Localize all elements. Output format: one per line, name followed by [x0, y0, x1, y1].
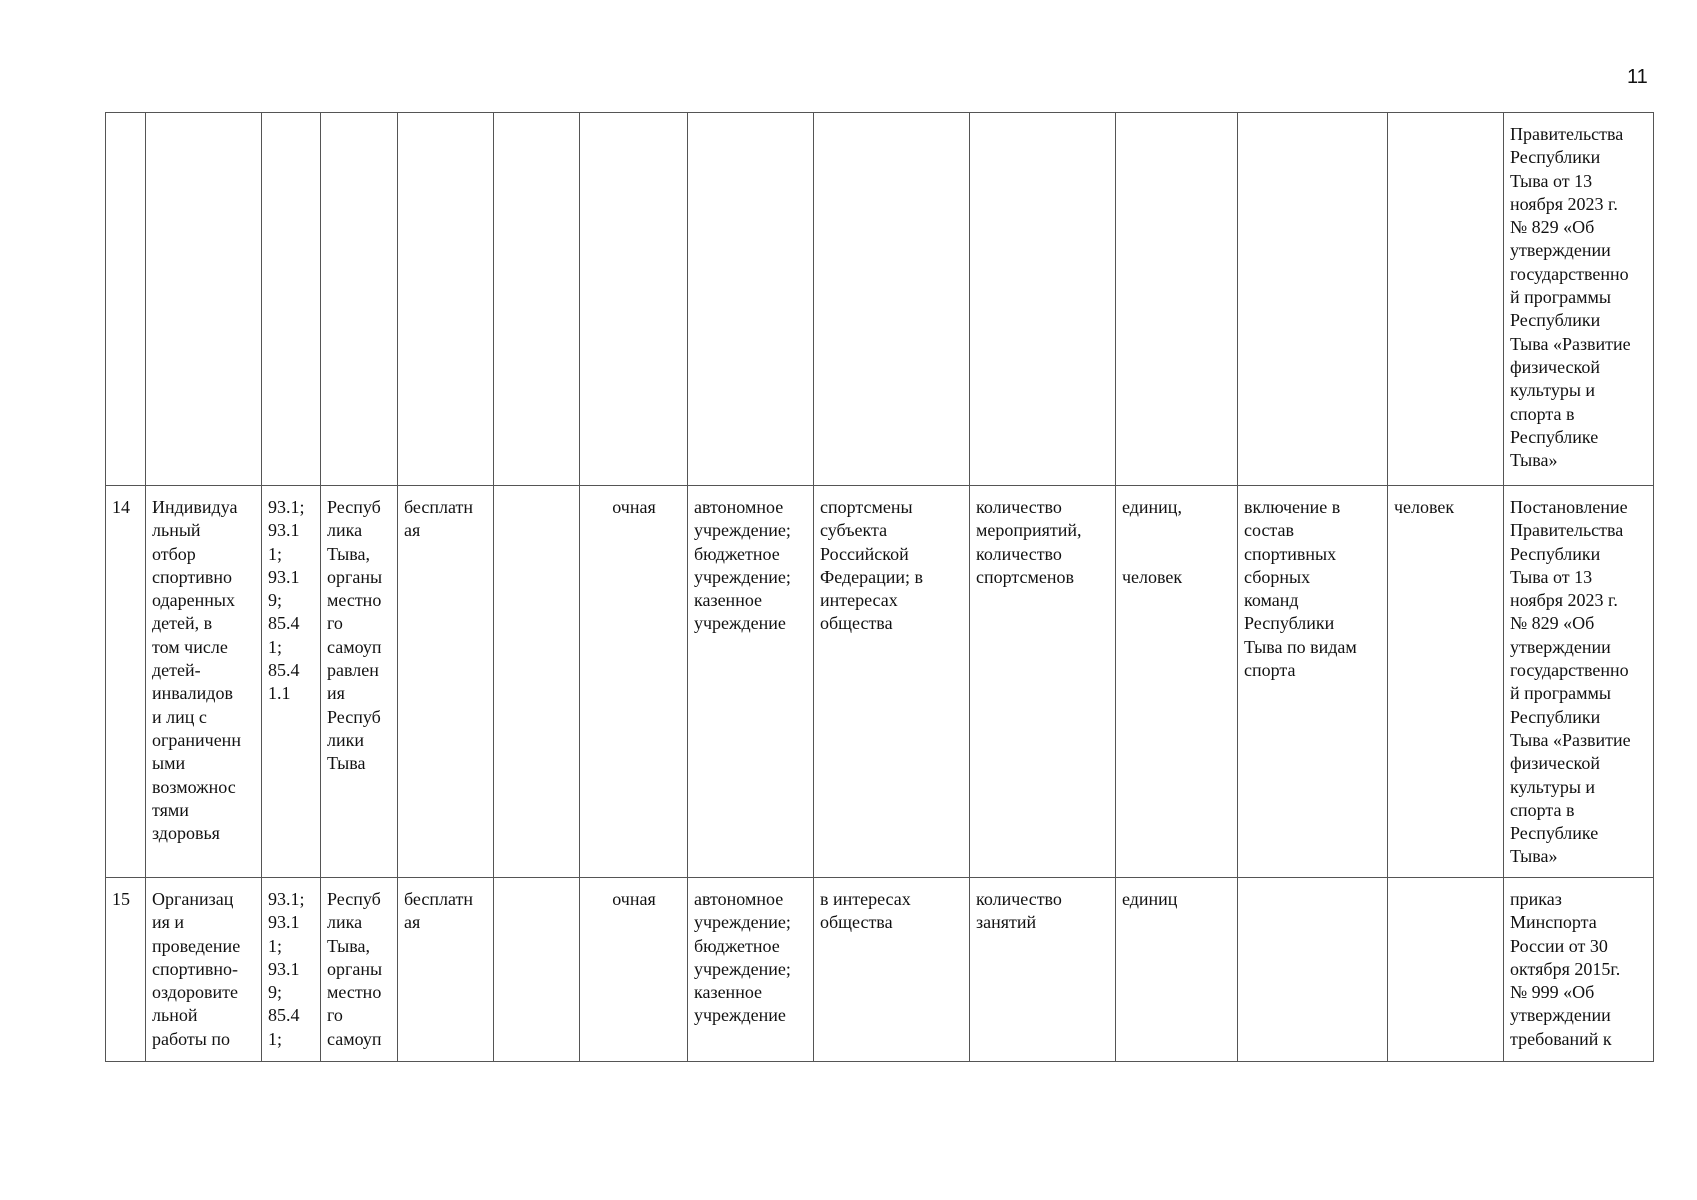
cell-number: 15: [106, 878, 146, 1062]
cell-quality-unit: [1388, 113, 1504, 486]
cell-legal-basis: Правительства Республики Тыва от 13 ноября 2023 г. № 829 «Об утверждении государственно й программы Республики Тыва «Развитие физической культуры и спорта в Республике Тыва»: [1504, 113, 1654, 486]
cell-legal-basis: Постановление Правительства Республики Тыва от 13 ноября 2023 г. № 829 «Об утверждении государственно й программы Республики Тыва «Развитие физической культуры и спорта в Республике Тыва»: [1504, 486, 1654, 878]
cell-number: 14: [106, 486, 146, 878]
cell-okved: 93.1; 93.1 1; 93.1 9; 85.4 1;: [262, 878, 321, 1062]
cell-quality-unit: человек: [1388, 486, 1504, 878]
cell-payment: бесплатн ая: [398, 878, 494, 1062]
cell-institution-type: автономное учреждение; бюджетное учреждение; казенное учреждение: [688, 486, 814, 878]
cell-authority: Респуб лика Тыва, органы местно го самоуп равлен ия Респуб лики Тыва: [321, 486, 398, 878]
cell-institution-type: автономное учреждение; бюджетное учреждение; казенное учреждение: [688, 878, 814, 1062]
cell-volume-indicator: [970, 113, 1116, 486]
cell-volume-unit: [1116, 113, 1238, 486]
cell-service-name: [146, 113, 262, 486]
cell-payment: [398, 113, 494, 486]
cell-empty: [494, 113, 580, 486]
cell-empty: [494, 878, 580, 1062]
cell-empty: [494, 486, 580, 878]
cell-quality-unit: [1388, 878, 1504, 1062]
cell-authority: Респуб лика Тыва, органы местно го самоуп: [321, 878, 398, 1062]
cell-consumers: [814, 113, 970, 486]
cell-consumers: спортсмены субъекта Российской Федерации; в интересах общества: [814, 486, 970, 878]
page-number: 11: [1627, 66, 1648, 88]
table-row: [106, 878, 1654, 1062]
cell-service-name: Организац ия и проведение спортивно- оздоровите льной работы по: [146, 878, 262, 1062]
cell-consumers: в интересах общества: [814, 878, 970, 1062]
cell-quality-indicator: [1238, 878, 1388, 1062]
cell-okved: 93.1; 93.1 1; 93.1 9; 85.4 1; 85.4 1.1: [262, 486, 321, 878]
cell-okved: [262, 113, 321, 486]
cell-volume-unit: единиц, человек: [1116, 486, 1238, 878]
cell-form: очная: [580, 878, 688, 1062]
table-row: [106, 113, 1654, 486]
cell-volume-unit: единиц: [1116, 878, 1238, 1062]
cell-service-name: Индивидуа льный отбор спортивно одаренных детей, в том числе детей- инвалидов и лиц с ограниченн ыми возможнос тями здоровья: [146, 486, 262, 878]
cell-institution-type: [688, 113, 814, 486]
cell-quality-indicator: [1238, 113, 1388, 486]
cell-volume-indicator: количество занятий: [970, 878, 1116, 1062]
table-row: [106, 486, 1654, 878]
cell-payment: бесплатн ая: [398, 486, 494, 878]
services-table: [105, 112, 1654, 1062]
cell-form: [580, 113, 688, 486]
cell-form: очная: [580, 486, 688, 878]
cell-quality-indicator: включение в состав спортивных сборных команд Республики Тыва по видам спорта: [1238, 486, 1388, 878]
cell-volume-indicator: количество мероприятий, количество спортсменов: [970, 486, 1116, 878]
cell-number: [106, 113, 146, 486]
cell-legal-basis: приказ Минспорта России от 30 октября 2015г. № 999 «Об утверждении требований к: [1504, 878, 1654, 1062]
cell-authority: [321, 113, 398, 486]
